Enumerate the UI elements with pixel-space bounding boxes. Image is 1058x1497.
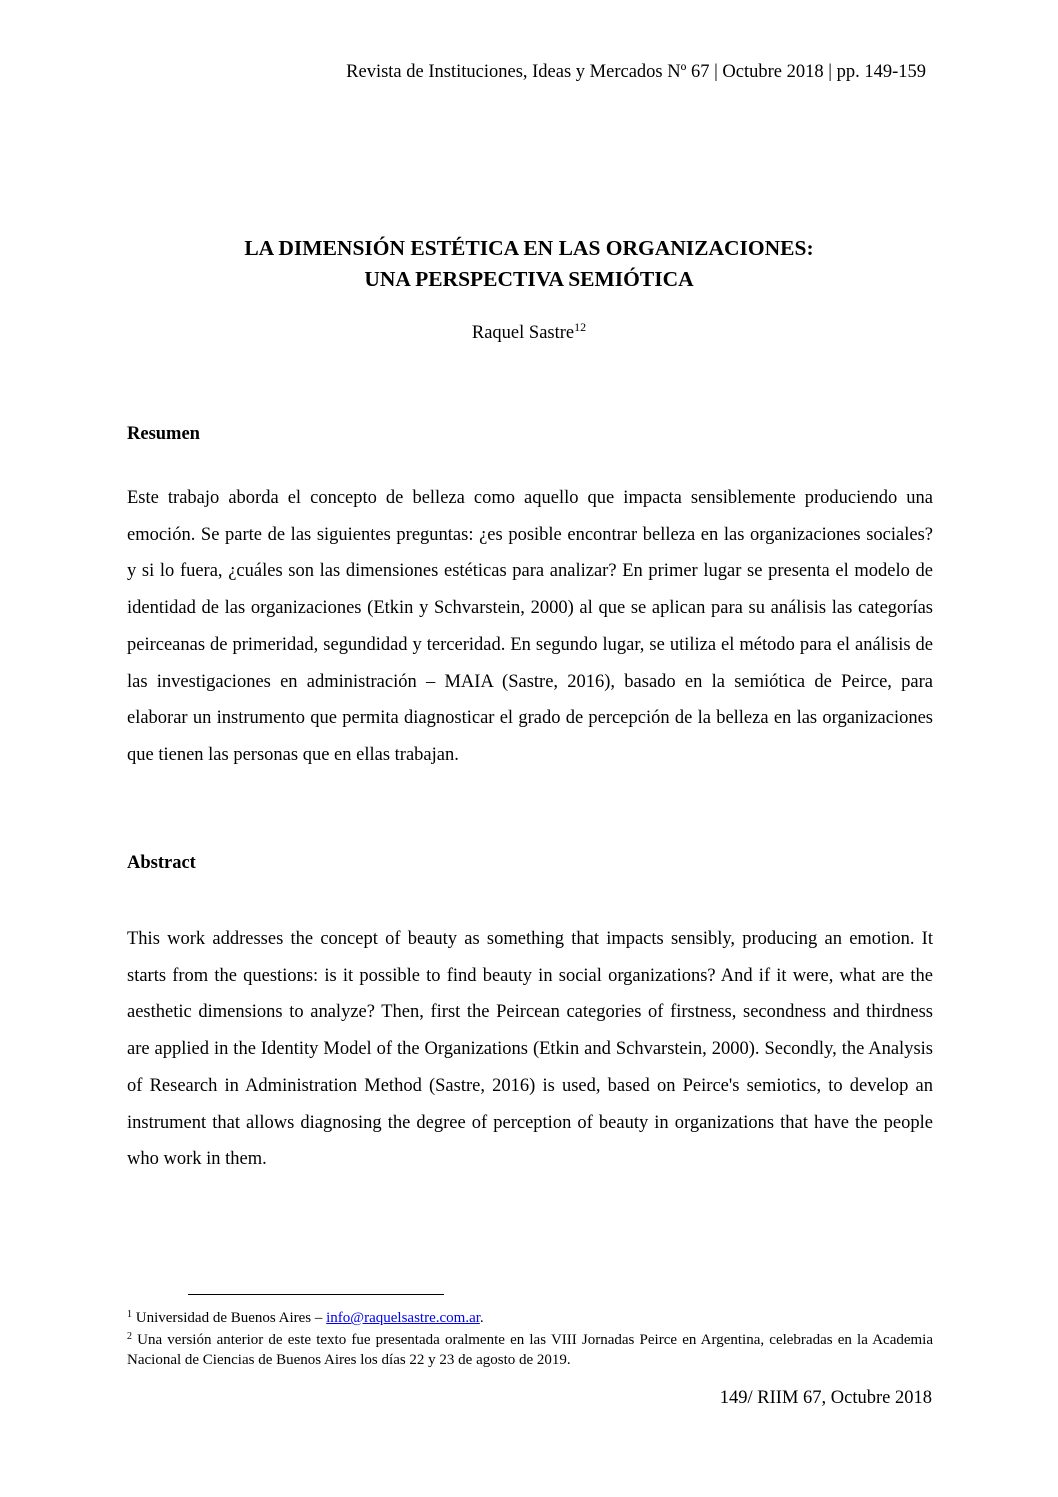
article-title-line-1: LA DIMENSIÓN ESTÉTICA EN LAS ORGANIZACIONES: (244, 236, 814, 260)
abstract-heading: Abstract (127, 853, 196, 873)
article-title-line-2: UNA PERSPECTIVA SEMIÓTICA (364, 267, 694, 291)
resumen-heading: Resumen (127, 424, 200, 444)
resumen-paragraph: Este trabajo aborda el concepto de belleza como aquello que impacta sensiblemente produciendo una emoción. Se parte de las siguientes preguntas: ¿es posible encontrar belleza en las organizaciones sociales? y si lo fuera, ¿cuáles son las dimensiones estéticas para analizar? En primer lugar se presenta el modelo de identidad de las organizaciones (Etkin y Schvarstein, 2000) al que se aplican para su análisis las categorías peirceanas de primeridad, segundidad y terceridad. En segundo lugar, se utiliza el método para el análisis de las investigaciones en administración – MAIA (Sastre, 2016), basado en la semiótica de Peirce, para elaborar un instrumento que permita diagnosticar el grado de percepción de la belleza en las organizaciones que tienen las personas que en ellas trabajan. (127, 488, 933, 765)
abstract-paragraph: This work addresses the concept of beauty as something that impacts sensibly, producing an emotion. It starts from the questions: is it possible to find beauty in social organizations? And if it were, what are the aesthetic dimensions to analyze? Then, first the Peircean categories of firstness, secondness and thirdness are applied in the Identity Model of the Organizations (Etkin and Schvarstein, 2000). Secondly, the Analysis of Research in Administration Method (Sastre, 2016) is used, based on Peirce's semiotics, to develop an instrument that allows diagnosing the degree of perception of beauty in organizations that have the people who work in them. (127, 929, 933, 1170)
footnote-mark: 1 (127, 1309, 132, 1320)
footnote-separator (188, 1294, 444, 1295)
footnote-text: Universidad de Buenos Aires – (135, 1310, 323, 1326)
footnote-1 (127, 1309, 933, 1329)
author-footnote-marks: 12 (574, 320, 587, 334)
footnote-suffix: . (479, 1310, 484, 1326)
author-line (0, 320, 1058, 344)
page-footer: 149/ RIIM 67, Octubre 2018 (719, 1388, 932, 1408)
footnote-mark: 2 (127, 1331, 132, 1342)
running-header: Revista de Instituciones, Ideas y Mercados Nº 67 | Octubre 2018 | pp. 149-159 (346, 62, 926, 82)
footnote-text: Una versión anterior de este texto fue presentada oralmente en las VIII Jornadas Peirce en Argentina, celebradas en la Academia Nacional de Ciencias de Buenos Aires los días 22 y 23 de agosto de 2019. (127, 1332, 933, 1368)
footnote-email-link[interactable]: info@raquelsastre.com.ar (326, 1310, 480, 1326)
author-name: Raquel Sastre (471, 323, 575, 343)
footnote-2 (127, 1331, 933, 1370)
